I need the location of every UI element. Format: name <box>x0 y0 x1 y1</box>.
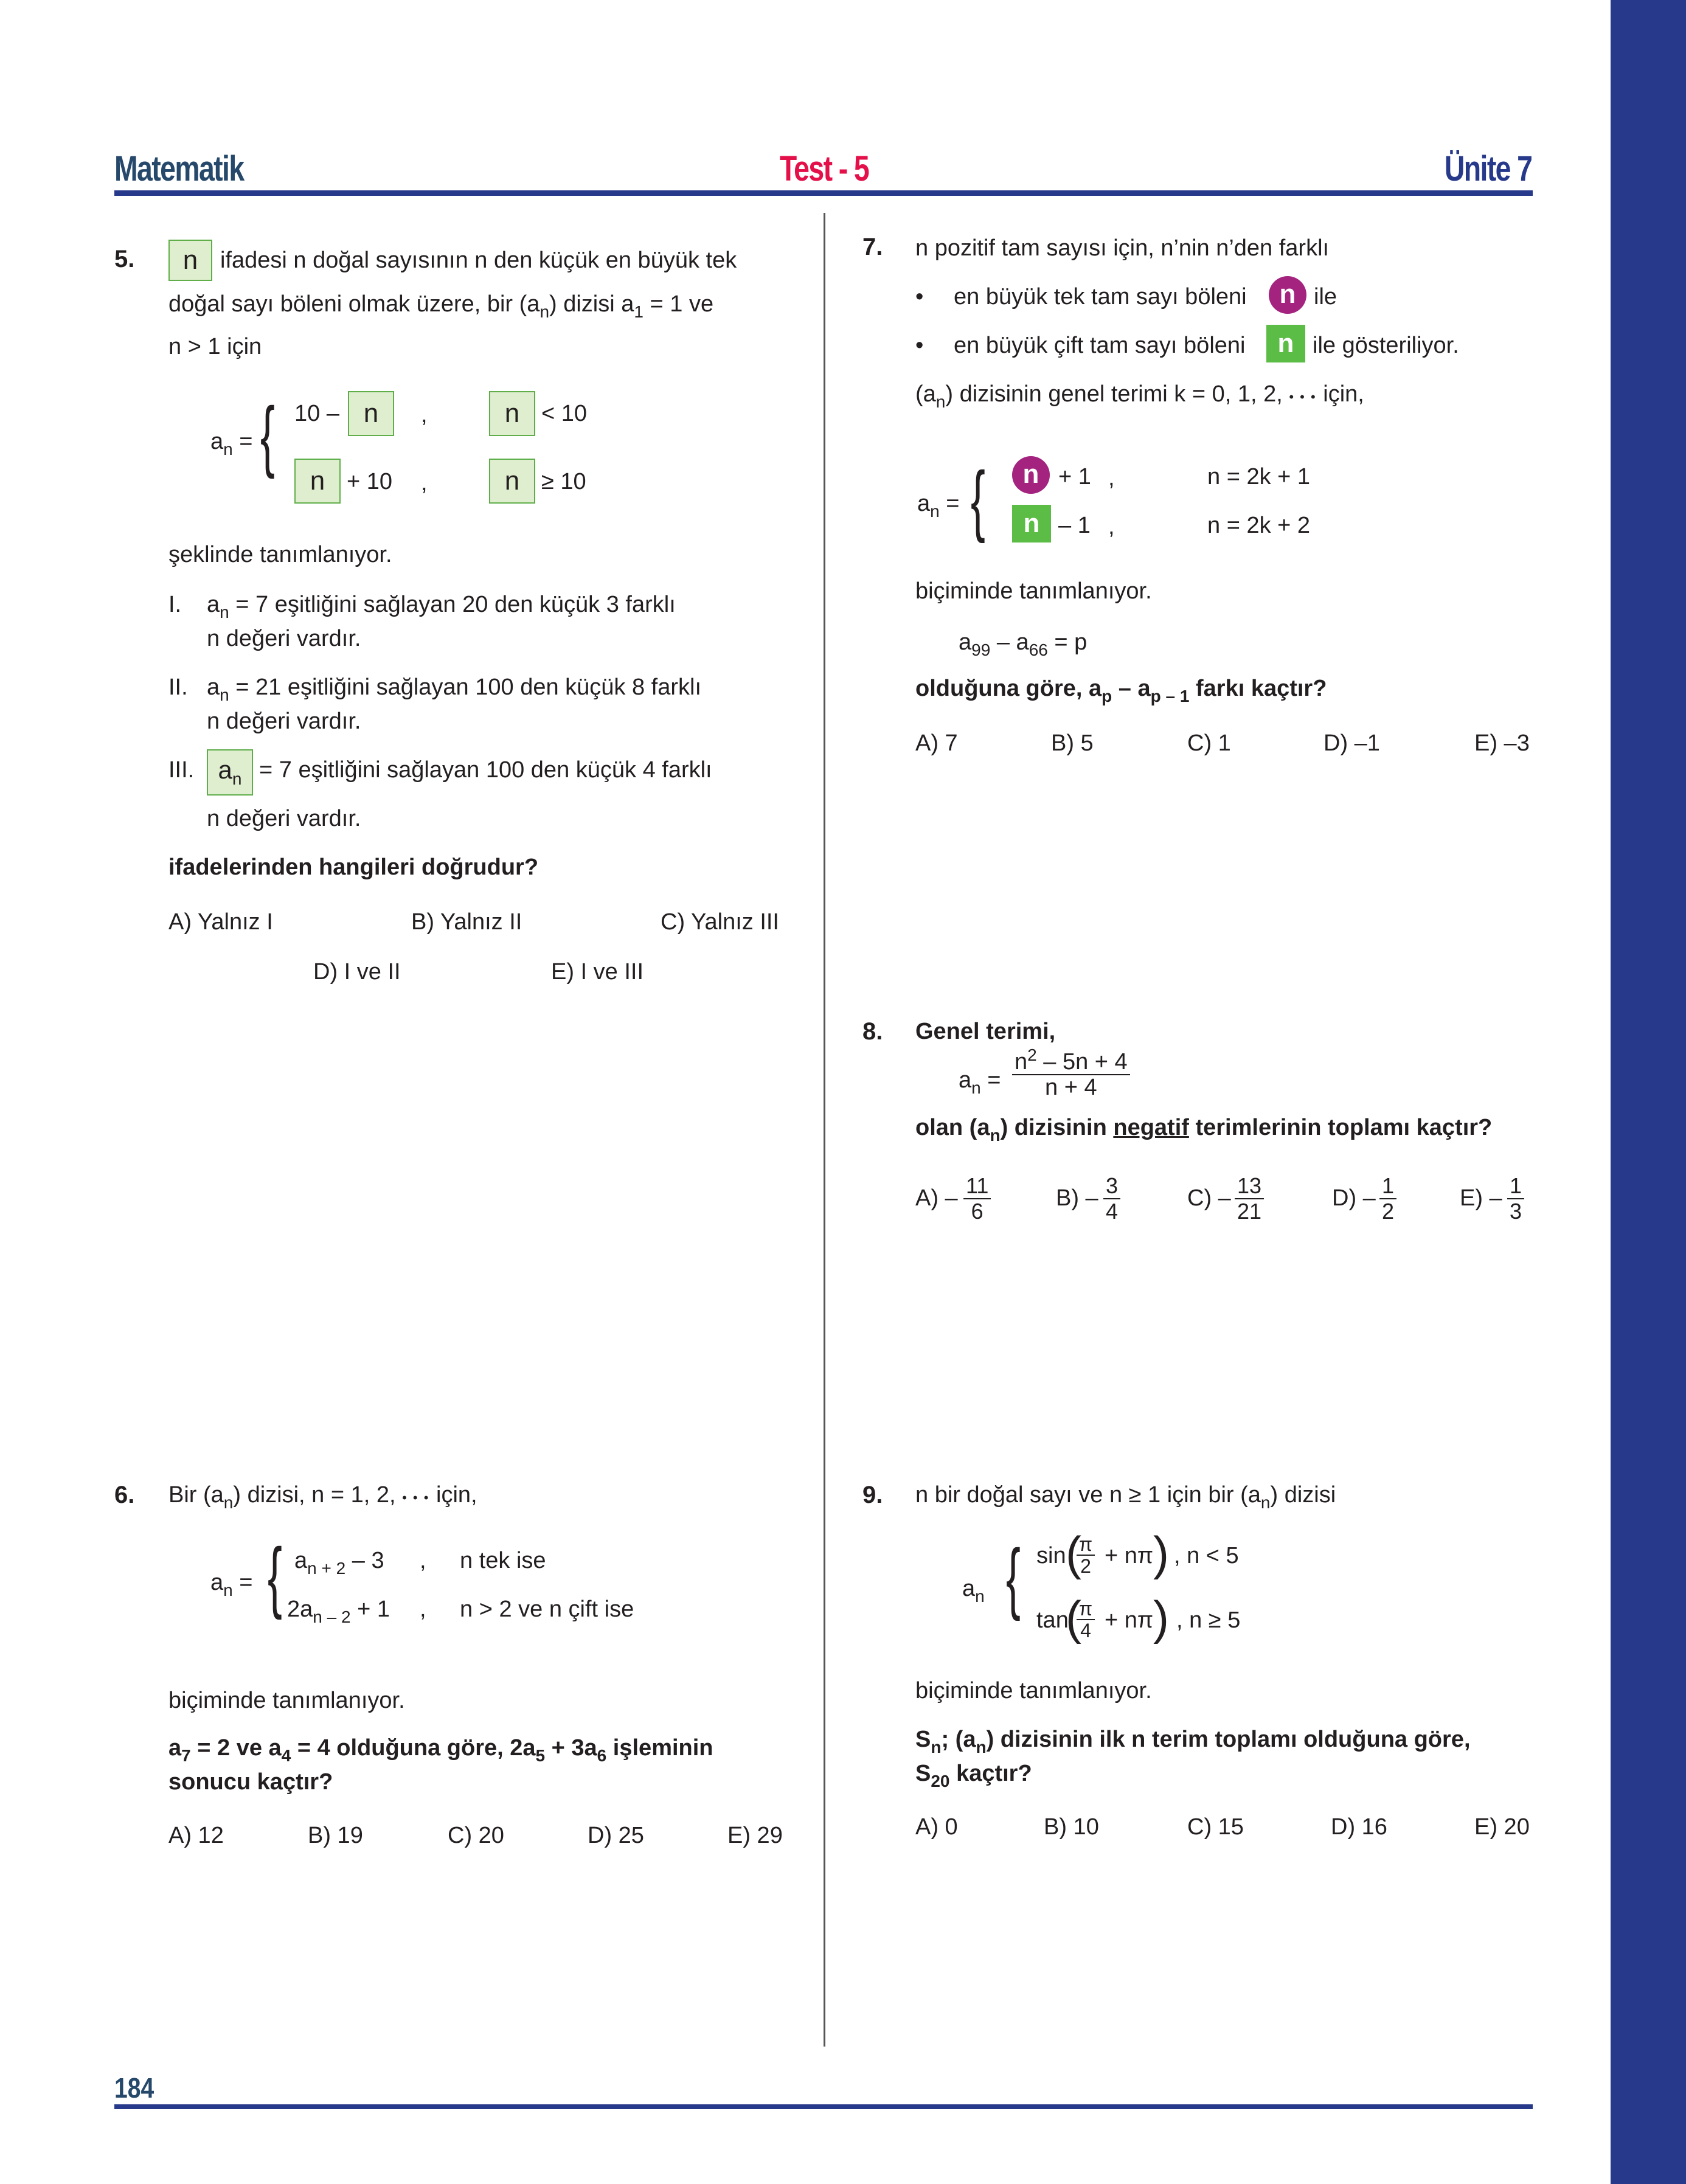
option-c[interactable]: C) 1 <box>1187 730 1231 756</box>
comma: , <box>421 470 428 496</box>
option-c[interactable]: C) 15 <box>1187 1814 1244 1840</box>
odd-divisor-symbol: n <box>1269 276 1306 314</box>
paren-left: ( <box>1066 1527 1081 1580</box>
q6-a-n: $a_n$ = <box>210 1570 253 1600</box>
q6-case2: $2a_{n - 2} + 1$ <box>287 1596 390 1626</box>
comma: , <box>420 1596 426 1622</box>
comma: , <box>420 1548 426 1573</box>
subject-title: Matematik <box>114 149 244 189</box>
option-a[interactable]: A) – <box>915 1185 958 1211</box>
q9-brace: { <box>1006 1533 1021 1621</box>
q9-a-n: $a_n$ <box>962 1576 985 1606</box>
q8-question: olan $(a_n)$ dizisinin negatif terimlerinin toplamı kaçtır? <box>915 1115 1493 1145</box>
option-b[interactable]: B) Yalnız II <box>411 909 522 935</box>
question-number: 5. <box>114 246 135 272</box>
option-b[interactable]: B) 19 <box>308 1823 363 1848</box>
pi-fraction: $\frac{\pi}{2}$ <box>1077 1534 1095 1576</box>
q7-a-n: $a_n$ = <box>917 491 960 521</box>
paren-left: ( <box>1066 1591 1081 1645</box>
q7-case2-cond: n = 2k + 2 <box>1207 513 1311 538</box>
q6-question-2: sonucu kaçtır? <box>168 1769 333 1795</box>
statement-3: = 7 eşitliğini sağlayan 100 den küçük 4 farklı <box>259 757 712 783</box>
option-b[interactable]: B) – <box>1056 1185 1098 1211</box>
q9-question-2: $S_{20}$ kaçtır? <box>915 1761 1032 1791</box>
q8-a-n: $a_n$ = <box>959 1067 1001 1097</box>
option-a[interactable]: A) 7 <box>915 730 958 756</box>
option-b-fraction: $\frac{3}{4}$ <box>1103 1174 1120 1224</box>
header-rule <box>114 190 1533 196</box>
option-d[interactable]: D) I ve II <box>313 959 401 985</box>
question-number: 6. <box>114 1482 135 1508</box>
q6-after: biçiminde tanımlanıyor. <box>168 1688 405 1713</box>
q6-brace: { <box>268 1531 282 1620</box>
q7-question: olduğuna göre, $a_p - a_{p - 1}$ farkı kaçtır? <box>915 676 1327 705</box>
bullet: • <box>915 333 924 358</box>
q9-case2-cond: , n ≥ 5 <box>1176 1607 1241 1633</box>
q5-line1: ifadesi n doğal sayısının n den küçük en büyük tek <box>220 248 737 273</box>
q5-brace: { <box>260 390 275 479</box>
q7-general-term: $(a_n)$ dizisinin genel terimi k = 0, 1, 2, • • • için, <box>915 381 1364 411</box>
q7-case1: + 1 <box>1058 464 1091 490</box>
q5-case1-cond: < 10 <box>541 401 588 426</box>
q5-line3: n > 1 için <box>168 334 262 359</box>
statement-1-cont: n değeri vardır. <box>207 626 361 651</box>
option-e[interactable]: E) 20 <box>1474 1814 1530 1840</box>
q7-bullet1-end: ile <box>1314 284 1337 310</box>
unit-title: Ünite 7 <box>1444 149 1532 189</box>
option-d[interactable]: D) –1 <box>1323 730 1380 756</box>
q9-question: $S_n$; $(a_n)$ dizisinin ilk n terim toplamı olduğuna göre, <box>915 1727 1471 1756</box>
q9-case1-fn: sin <box>1036 1543 1066 1569</box>
option-e-fraction: $\frac{1}{3}$ <box>1507 1174 1524 1224</box>
q9-after: biçiminde tanımlanıyor. <box>915 1678 1152 1704</box>
option-b[interactable]: B) 5 <box>1051 730 1094 756</box>
q7-bullet2-end: ile gösteriliyor. <box>1313 333 1459 358</box>
option-e[interactable]: E) I ve III <box>551 959 644 985</box>
q7-bullet2: en büyük çift tam sayı böleni <box>954 333 1246 358</box>
q5-question: ifadelerinden hangileri doğrudur? <box>168 855 539 880</box>
q6-case2-cond: n > 2 ve n çift ise <box>460 1596 634 1622</box>
comma: , <box>1108 465 1115 491</box>
q7-equation: $a_{99} - a_{66} = p$ <box>959 629 1088 659</box>
q9-case2-fn: tan <box>1036 1607 1069 1633</box>
paren-right: ) <box>1153 1591 1169 1645</box>
n-box-symbol: n <box>489 391 535 436</box>
option-a[interactable]: A) Yalnız I <box>168 909 273 935</box>
n-box-symbol: n <box>489 459 535 504</box>
option-d[interactable]: D) 16 <box>1331 1814 1387 1840</box>
bullet: • <box>915 284 924 310</box>
option-e[interactable]: E) – <box>1460 1185 1502 1211</box>
q6-question: $a_7 = 2$ ve $a_4 = 4$ olduğuna göre, $2a_5 + 3a_6$ işleminin <box>168 1735 713 1765</box>
statement-label: II. <box>168 674 188 700</box>
n-box-symbol: n <box>168 240 212 281</box>
footer-rule <box>114 2104 1533 2109</box>
option-e[interactable]: E) –3 <box>1474 730 1530 756</box>
page-number: 184 <box>114 2072 154 2104</box>
q5-case2-post: + 10 <box>347 469 393 494</box>
question-number: 8. <box>862 1018 883 1045</box>
option-a-fraction: $\frac{11}{6}$ <box>963 1174 991 1224</box>
odd-divisor-symbol: n <box>1012 456 1050 494</box>
option-a[interactable]: A) 0 <box>915 1814 958 1840</box>
statement-1: $a_n = 7$ eşitliğini sağlayan 20 den küçük 3 farklı <box>207 592 676 622</box>
statement-3-cont: n değeri vardır. <box>207 806 361 831</box>
option-d-fraction: $\frac{1}{2}$ <box>1379 1174 1396 1224</box>
q7-line1: n pozitif tam sayısı için, n’nin n’den farklı <box>915 235 1330 261</box>
q5-after: şeklinde tanımlanıyor. <box>168 542 392 567</box>
option-a[interactable]: A) 12 <box>168 1823 224 1848</box>
q9-case2-rest: + nπ <box>1105 1607 1154 1633</box>
statement-label: III. <box>168 757 195 783</box>
option-c-fraction: $\frac{13}{21}$ <box>1235 1174 1264 1224</box>
q5-case1-pre: 10 – <box>294 401 339 426</box>
q6-case1: $a_{n + 2} - 3$ <box>294 1548 384 1578</box>
q6-case1-cond: n tek ise <box>460 1548 546 1573</box>
q7-bullet1: en büyük tek tam sayı böleni <box>954 284 1247 310</box>
q7-case2: – 1 <box>1058 513 1091 538</box>
pi-fraction: $\frac{\pi}{4}$ <box>1077 1598 1095 1641</box>
q5-a-n: $a_n$ = <box>210 429 253 459</box>
option-d[interactable]: D) 25 <box>588 1823 644 1848</box>
option-b[interactable]: B) 10 <box>1044 1814 1099 1840</box>
statement-2-cont: n değeri vardır. <box>207 709 361 734</box>
a-n-box-symbol: $a_n$ <box>207 749 253 796</box>
q5-case2-cond: ≥ 10 <box>541 469 586 494</box>
right-margin-band <box>1611 0 1686 2184</box>
test-title: Test - 5 <box>779 149 869 189</box>
n-box-symbol: n <box>294 459 341 504</box>
q5-line2: doğal sayı böleni olmak üzere, bir $(a_n)$ dizisi $a_1 = 1$ ve <box>168 291 714 321</box>
q7-brace: { <box>971 455 985 544</box>
q6-line1: Bir $(a_n)$ dizisi, n = 1, 2, • • • için, <box>168 1482 477 1512</box>
q9-case1-cond: , n < 5 <box>1174 1543 1239 1569</box>
even-divisor-symbol: n <box>1266 325 1305 362</box>
q7-case1-cond: n = 2k + 1 <box>1207 464 1311 490</box>
column-divider <box>824 213 825 2047</box>
even-divisor-symbol: n <box>1012 505 1051 543</box>
q9-line1: n bir doğal sayı ve n ≥ 1 için bir $(a_n)$ dizisi <box>915 1482 1336 1512</box>
statement-2: $a_n = 21$ eşitliğini sağlayan 100 den küçük 8 farklı <box>207 674 702 704</box>
option-d[interactable]: D) – <box>1332 1185 1376 1211</box>
q8-line1: Genel terimi, <box>915 1019 1056 1044</box>
comma: , <box>421 402 428 428</box>
q9-case1-rest: + nπ <box>1105 1543 1154 1569</box>
option-c[interactable]: C) – <box>1187 1185 1231 1211</box>
question-number: 7. <box>862 234 883 260</box>
statement-label: I. <box>168 592 182 617</box>
q8-fraction: $\frac{n^2 - 5n + 4}{n + 4}$ <box>1012 1050 1130 1100</box>
option-e[interactable]: E) 29 <box>727 1823 783 1848</box>
n-box-symbol: n <box>348 391 394 436</box>
option-c[interactable]: C) 20 <box>448 1823 504 1848</box>
comma: , <box>1108 514 1115 539</box>
paren-right: ) <box>1153 1527 1169 1580</box>
q7-after: biçiminde tanımlanıyor. <box>915 578 1152 604</box>
option-c[interactable]: C) Yalnız III <box>661 909 779 935</box>
question-number: 9. <box>862 1482 883 1508</box>
